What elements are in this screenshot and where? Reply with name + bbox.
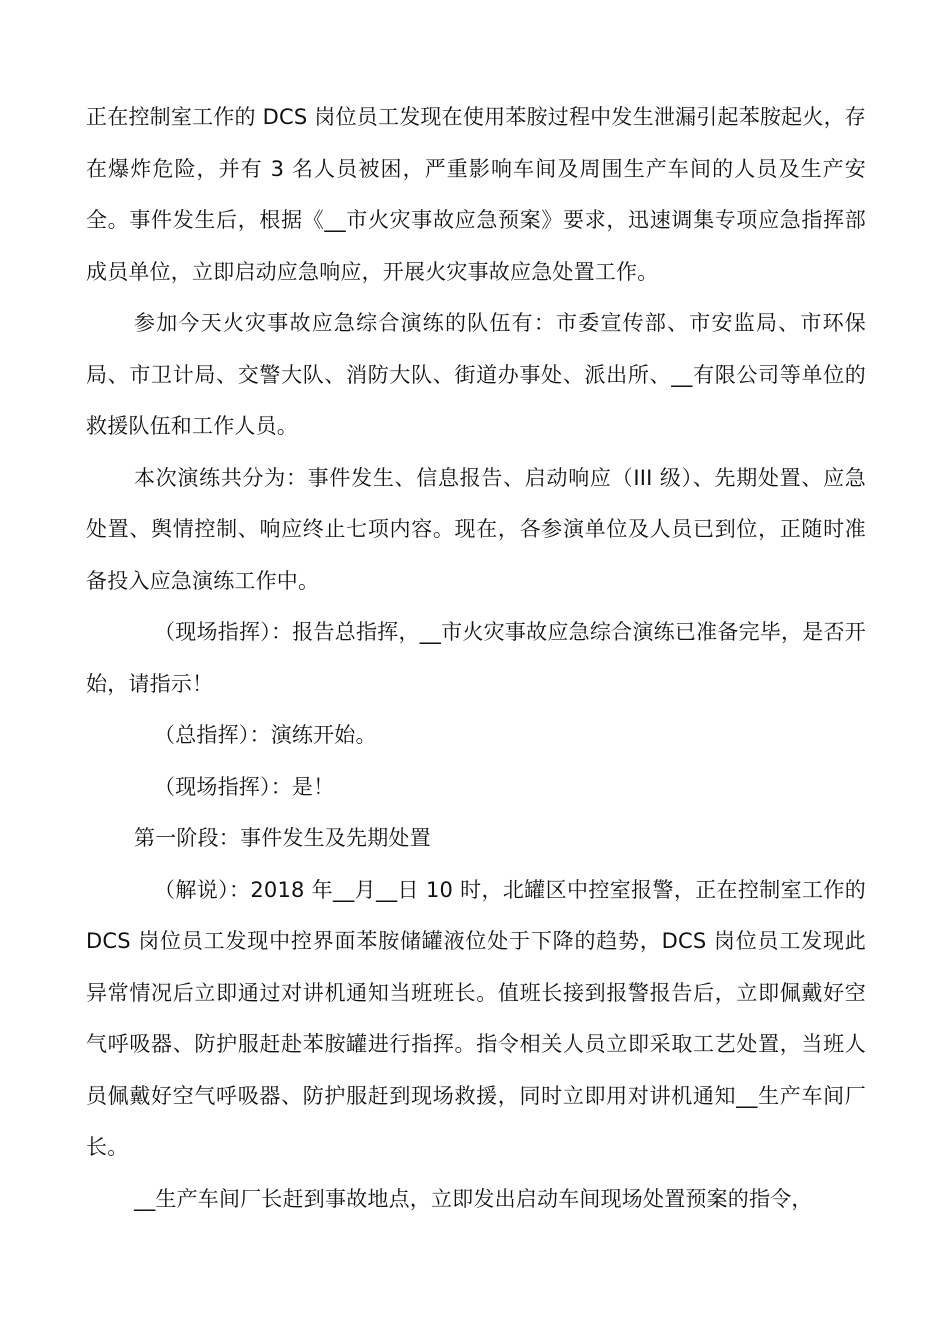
paragraph-incident-intro: 正在控制室工作的 DCS 岗位员工发现在使用苯胺过程中发生泄漏引起苯胺起火，存在爆炸危险，并有 3 名人员被困，严重影响车间及周围生产车间的人员及生产安全。事件发生后，根据《__市火灾事故应急预案》要求，迅速调集专项应急指挥部成员单位，立即启动应急响应，开展火灾事故应急处置工作。 xyxy=(86,105,866,284)
paragraph-workshop-director: __生产车间厂长赶到事故地点，立即发出启动车间现场处置预案的指令， xyxy=(134,1186,813,1211)
paragraph-narration: （解说）：2018 年__月__日 10 时，北罐区中控室报警，正在控制室工作的 DCS 岗位员工发现中控界面苯胺储罐液位处于下降的趋势，DCS 岗位员工发现此异常情况后立即通过对讲机通知当班班长。值班长接到报警报告后，立即佩戴好空气呼吸器、防护服赶赴苯胺罐进行指挥。指令相关人员立即采取工艺处置，当班人员佩戴好空气呼吸器、防护服赶到现场救援，同时立即用对讲机通知__生产车间厂长。 xyxy=(86,877,866,1159)
document-body xyxy=(86,92,866,1225)
paragraph-chief-commander-start: （总指挥）：演练开始。 xyxy=(154,723,377,747)
section-heading-stage-one: 第一阶段：事件发生及先期处置 xyxy=(134,826,431,850)
paragraph-participating-teams: 参加今天火灾事故应急综合演练的队伍有：市委宣传部、市安监局、市环保局、市卫计局、交警大队、消防大队、街道办事处、派出所、__有限公司等单位的救援队伍和工作人员。 xyxy=(86,311,866,438)
paragraph-drill-stages: 本次演练共分为：事件发生、信息报告、启动响应（III 级）、先期处置、应急处置、舆情控制、响应终止七项内容。现在，各参演单位及人员已到位，正随时准备投入应急演练工作中。 xyxy=(86,465,866,593)
paragraph-field-commander-reply: （现场指挥）：是！ xyxy=(154,774,335,799)
paragraph-field-commander-report: （现场指挥）：报告总指挥，__市火灾事故应急综合演练已准备完毕，是否开始，请指示！ xyxy=(86,620,866,696)
